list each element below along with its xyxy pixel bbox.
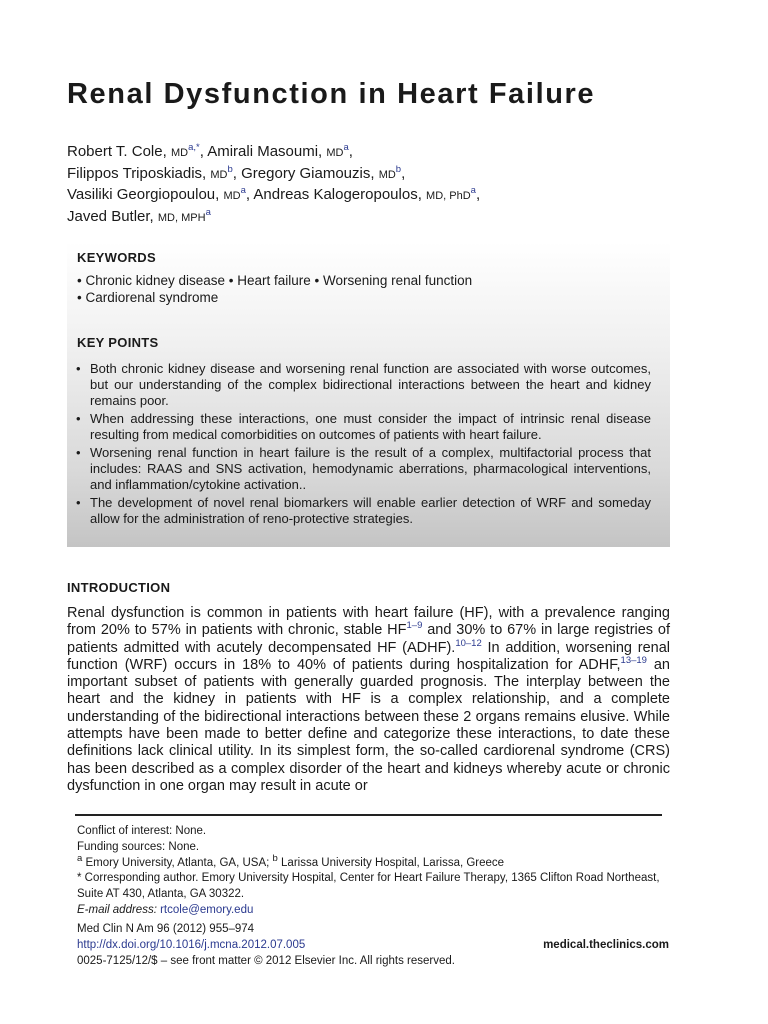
reference-link[interactable]: 13–19 — [620, 655, 647, 667]
author-name: Gregory Giamouzis, — [241, 164, 379, 182]
author — [207, 143, 353, 160]
affiliation-a: Emory University, Atlanta, GA, USA; — [82, 856, 273, 869]
affiliation-b: Larissa University Hospital, Larissa, Greece — [277, 856, 505, 869]
article-title: Renal Dysfunction in Heart Failure — [67, 78, 596, 110]
author-degree: MD — [210, 168, 228, 181]
affiliation-marker[interactable]: a — [343, 142, 349, 153]
author-name: Robert T. Cole, — [67, 143, 171, 160]
affiliation-marker[interactable]: b — [227, 163, 233, 175]
author-line — [67, 207, 480, 229]
introduction-heading: INTRODUCTION — [67, 580, 171, 595]
conflict-note: Conflict of interest: None. — [77, 825, 207, 837]
key-points-heading: KEY POINTS — [77, 335, 159, 350]
author-degree: MD, PhD — [426, 190, 471, 202]
author — [67, 186, 253, 203]
author-separator: , — [199, 143, 208, 160]
reference-link[interactable]: 1–9 — [406, 620, 423, 632]
author-line — [67, 164, 480, 186]
author-line — [67, 142, 480, 164]
introduction-paragraph — [67, 605, 670, 795]
doi-link[interactable]: http://dx.doi.org/10.1016/j.mcna.2012.07.005 — [77, 938, 306, 951]
author-degree: MD — [223, 190, 241, 202]
author-name: Vasiliki Georgiopoulou, — [67, 186, 224, 203]
author-separator: , — [348, 143, 353, 160]
author-list — [67, 142, 480, 228]
author-line — [67, 185, 480, 207]
affiliation-marker[interactable]: b — [395, 163, 402, 175]
key-points-list — [75, 361, 651, 529]
copyright-line: 0025-7125/12/$ – see front matter © 2012 Elsevier Inc. All rights reserved. — [77, 954, 455, 967]
keywords-line: • Cardiorenal syndrome — [77, 290, 219, 305]
email-line — [77, 903, 667, 919]
author-separator: , — [232, 164, 242, 182]
affiliation-marker: a — [77, 852, 83, 864]
citation-block — [77, 922, 669, 969]
affiliation-marker: b — [272, 852, 278, 864]
author — [67, 143, 207, 160]
journal-citation: Med Clin N Am 96 (2012) 955–974 — [77, 923, 255, 935]
footnotes — [77, 824, 667, 919]
corresponding-author: * Corresponding author. Emory University Hospital, Center for Heart Failure Therapy, 1365 Clifton Road Northeast, Suite AT 430, Atlanta, GA 30322. — [77, 872, 660, 901]
author-separator: , — [475, 186, 481, 203]
funding-note: Funding sources: None. — [77, 840, 200, 853]
affiliation-marker[interactable]: a — [240, 185, 246, 196]
key-point-item: • When addressing these interactions, one must consider the impact of intrinsic renal disease resulting from medical comorbidities on outcomes of patients with heart failure. — [75, 411, 651, 443]
author — [253, 186, 480, 203]
affiliation-marker[interactable]: a,* — [188, 142, 200, 153]
author-name: Filippos Triposkiadis, — [67, 164, 211, 182]
author-degree: MD, MPH — [157, 211, 206, 224]
affiliation-marker[interactable]: a — [470, 185, 476, 196]
abstract-box — [67, 242, 670, 547]
author-name: Javed Butler, — [67, 207, 158, 225]
keywords-line: • Chronic kidney disease • Heart failure • Worsening renal function — [77, 273, 473, 288]
author-degree: MD — [378, 168, 396, 181]
footnote-divider — [75, 814, 662, 816]
journal-site: medical.theclinics.com — [543, 938, 669, 951]
intro-text: an important subset of patients with generally guarded prognosis. The interplay between the heart and the kidney in patients with HF is a complex relationship, and a complete understanding of the bidirectional interactions between these 2 organs remains elusive. While attempts have been made to better define and categorize these interactions, to date these definitions lack clinical utility. In its simplest form, the so-called cardiorenal syndrome (CRS) has been described as a complex disorder of the heart and kidneys whereby acute or chronic dysfunction in one organ may result in acute or — [67, 656, 670, 794]
author — [241, 165, 405, 182]
key-point-item: • Worsening renal function in heart failure is the result of a complex, multifactorial process that includes: RAAS and SNS activation, hemodynamic aberrations, pharmacological interventions, and inflammation/cytokine activation.. — [75, 445, 651, 494]
author-separator: , — [245, 186, 254, 203]
key-point-item: • The development of novel renal biomarkers will enable earlier detection of WRF and someday allow for the administration of reno-protective strategies. — [75, 495, 651, 527]
intro-text: and 30% to 67% in large registries of patients admitted with acutely decompensated HF (ADHF). — [67, 622, 671, 656]
affiliation-marker[interactable]: a — [205, 206, 211, 218]
email-link[interactable]: rtcole@emory.edu — [160, 903, 254, 916]
author-degree: MD — [170, 147, 189, 159]
reference-link[interactable]: 10–12 — [455, 637, 482, 649]
affiliations — [77, 852, 667, 872]
author — [67, 208, 211, 225]
author — [67, 165, 241, 182]
author-degree: MD — [326, 147, 344, 159]
keywords-heading: KEYWORDS — [77, 250, 156, 265]
intro-text: In addition, worsening renal function (WRF) occurs in 18% to 40% of patients during hospitalization for ADHF, — [67, 639, 670, 673]
email-label: E-mail address: — [77, 903, 157, 916]
author-name: Andreas Kalogeropoulos, — [253, 186, 427, 203]
keywords-list — [77, 272, 472, 306]
key-point-item: • Both chronic kidney disease and worsening renal function are associated with worse outcomes, but our understanding of the complex bidirectional interactions between the heart and kidney remains poor. — [75, 361, 651, 410]
author-name: Amirali Masoumi, — [207, 143, 327, 160]
intro-text: Renal dysfunction is common in patients with heart failure (HF), with a prevalence ranging from 20% to 57% in patients with chronic, stable HF — [67, 605, 670, 639]
author-separator: , — [401, 164, 406, 182]
